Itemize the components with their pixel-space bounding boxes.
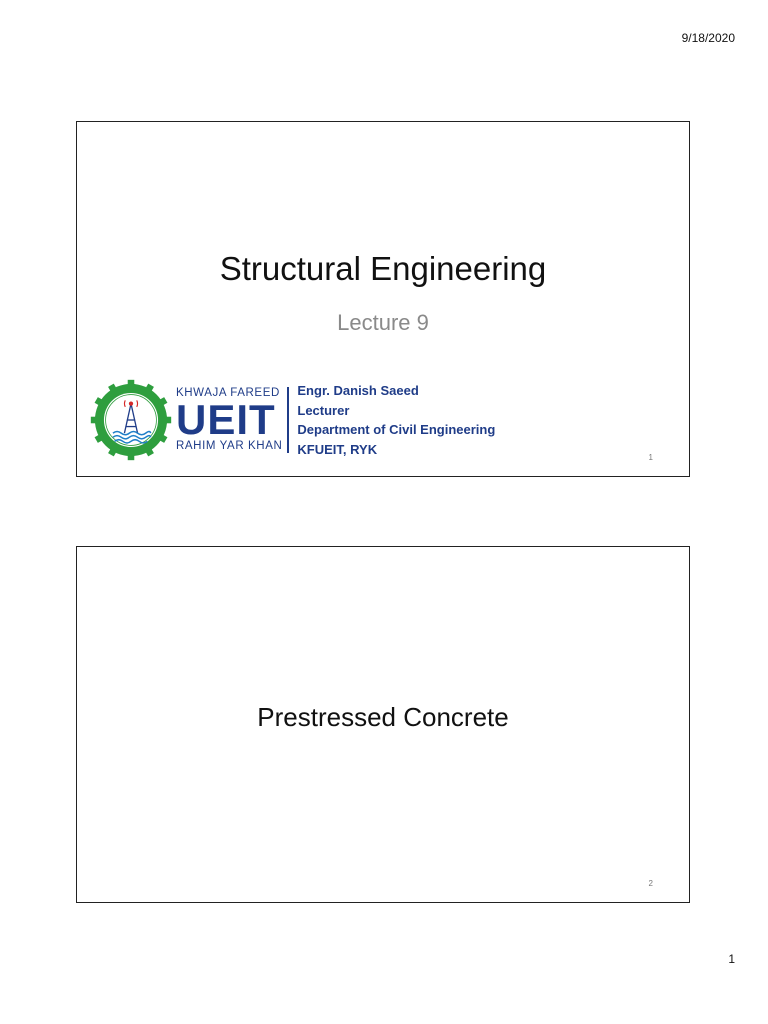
slide-number: 2 bbox=[648, 879, 653, 888]
author-info bbox=[297, 381, 495, 459]
university-wordmark bbox=[176, 387, 289, 453]
author-role: Lecturer bbox=[297, 402, 350, 418]
author-name: Engr. Danish Saeed bbox=[297, 383, 419, 398]
wordmark-main: UEIT bbox=[176, 396, 276, 443]
university-logo bbox=[90, 378, 495, 462]
slide-title: Structural Engineering bbox=[219, 250, 547, 287]
author-institution: KFUEIT, RYK bbox=[297, 441, 378, 457]
author-department: Department of Civil Engineering bbox=[297, 422, 496, 437]
slide-number: 1 bbox=[648, 453, 653, 462]
slide-1 bbox=[76, 121, 690, 477]
slide-2 bbox=[76, 546, 690, 903]
slide-subtitle: Lecture 9 bbox=[337, 310, 429, 335]
slide-title: Prestressed Concrete bbox=[257, 702, 509, 732]
page-number: 1 bbox=[728, 952, 735, 966]
wordmark-top: KHWAJA FAREED bbox=[176, 387, 280, 399]
page-date: 9/18/2020 bbox=[681, 31, 735, 45]
university-seal-icon bbox=[90, 379, 172, 461]
wordmark-bottom: RAHIM YAR KHAN bbox=[176, 440, 283, 452]
